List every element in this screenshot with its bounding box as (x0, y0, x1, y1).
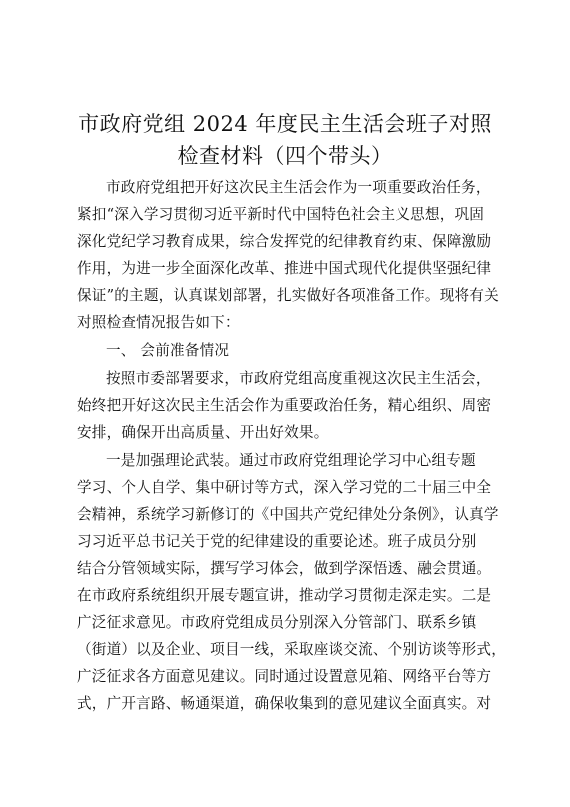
paragraph-line: （街道）以及企业、项目一线，采取座谈交流、个别访谈等形式， (77, 641, 507, 658)
paragraph-line: 习习近平总书记关于党的纪律建设的重要论述。班子成员分别 (77, 533, 477, 550)
paragraph-line: 安排，确保开出高质量、开出好效果。 (77, 424, 329, 441)
paragraph-line: 结合分管领域实际，撰写学习体会，做到学深悟透、融会贯通。 (77, 560, 492, 577)
paragraph-line: 始终把开好这次民主生活会作为重要政治任务，精心组织、周密 (77, 397, 492, 414)
paragraph-line: 保证”的主题，认真谋划部署，扎实做好各项准备工作。现将有关 (77, 287, 499, 304)
paragraph-line: 会精神，系统学习新修订的《中国共产党纪律处分条例》，认真学 (77, 506, 499, 523)
paragraph-line: 市政府党组把开好这次民主生活会作为一项重要政治任务， (106, 179, 491, 196)
paragraph-line: 在市政府系统组织开展专题宣讲，推动学习贯彻走深走实。二是 (77, 587, 492, 604)
paragraph-line: 深化党纪学习教育成果，综合发挥党的纪律教育约束、保障激励 (77, 233, 492, 250)
paragraph-line: 广泛征求意见。市政府党组成员分别深入分管部门、联系乡镇 (77, 614, 477, 631)
paragraph-line: 学习、个人自学、集中研讨等方式，深入学习党的二十届三中全 (77, 479, 492, 496)
document-title-line-1: 市政府党组 2024 年度民主生活会班子对照 (78, 112, 492, 136)
paragraph-line: 一是加强理论武装。通过市政府党组理论学习中心组专题 (106, 452, 476, 469)
paragraph-line: 广泛征求各方面意见建议。同时通过设置意见箱、网络平台等方 (77, 668, 492, 685)
paragraph-line: 式，广开言路、畅通渠道，确保收集到的意见建议全面真实。对 (77, 695, 492, 712)
paragraph-line: 作用，为进一步全面深化改革、推进中国式现代化提供坚强纪律 (77, 260, 492, 277)
paragraph-line: 紧扣“深入学习贯彻习近平新时代中国特色社会主义思想，巩固 (77, 206, 485, 223)
document-title-line-2: 检查材料（四个带头） (177, 144, 393, 168)
paragraph-line: 按照市委部署要求，市政府党组高度重视这次民主生活会， (106, 370, 491, 387)
section-heading: 一、 会前准备情况 (106, 342, 230, 359)
paragraph-line: 对照检查情况报告如下： (77, 314, 240, 331)
